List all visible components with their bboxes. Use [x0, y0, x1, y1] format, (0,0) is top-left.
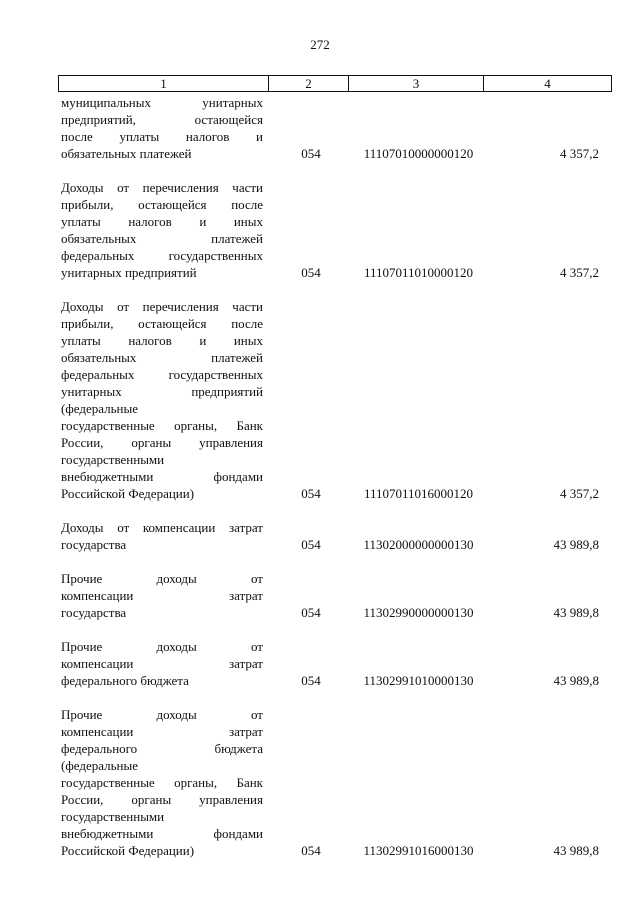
row-name-line: государства: [61, 605, 127, 620]
row-budget-code: 11302000000000130: [363, 537, 474, 552]
table-body: [61, 94, 611, 859]
row-name-line: уплаты налогов и иных: [61, 214, 263, 229]
row-budget-code: 11107010000000120: [363, 146, 474, 161]
row-name-line: федерального бюджета: [61, 673, 189, 688]
row-name-line: государственные органы, Банк: [61, 775, 263, 790]
page-number: 272: [310, 37, 330, 52]
row-amount: 43 989,8: [553, 843, 599, 858]
row-name-line: государственные органы, Банк: [61, 418, 263, 433]
row-name-line: Российской Федерации): [61, 843, 195, 858]
header-col-1: 1: [59, 76, 269, 91]
table-row: [61, 94, 611, 162]
row-budget-code: 11302990000000130: [363, 605, 474, 620]
row-name-line: унитарных предприятий: [61, 265, 197, 280]
row-name-line: внебюджетными фондами: [61, 469, 263, 484]
row-admin-code: 054: [301, 486, 321, 501]
row-amount: 4 357,2: [560, 265, 599, 280]
row-name: [61, 638, 263, 689]
row-budget-code: 11302991010000130: [363, 673, 474, 688]
row-name-line: России, органы управления: [61, 435, 263, 450]
row-name-line: обязательных платежей: [61, 231, 263, 246]
row-name-line: федеральных государственных: [61, 367, 263, 382]
row-amount: 43 989,8: [553, 537, 599, 552]
row-admin-code: 054: [301, 673, 321, 688]
row-name-line: компенсации затрат: [61, 656, 263, 671]
row-name: [61, 179, 263, 281]
row-name-line: компенсации затрат: [61, 724, 263, 739]
row-name-line: прибыли, остающейся после: [61, 316, 263, 331]
row-name: [61, 570, 263, 621]
row-name-line: после уплаты налогов и: [61, 129, 263, 144]
table-row: [61, 706, 611, 859]
row-name-line: муниципальных унитарных: [61, 95, 263, 110]
row-amount: 4 357,2: [560, 146, 599, 161]
table-row: [61, 638, 611, 689]
row-name: [61, 94, 263, 162]
row-name-line: Российской Федерации): [61, 486, 195, 501]
row-name: [61, 706, 263, 859]
row-admin-code: 054: [301, 146, 321, 161]
row-admin-code: 054: [301, 265, 321, 280]
header-col-3: 3: [349, 76, 484, 91]
table-row: [61, 519, 611, 553]
row-name-line: Доходы от перечисления части: [61, 299, 263, 314]
row-name-line: Доходы от компенсации затрат: [61, 520, 263, 535]
row-admin-code: 054: [301, 605, 321, 620]
row-name-line: Прочие доходы от: [61, 571, 263, 586]
row-name-line: государственными: [61, 809, 165, 824]
header-col-2: 2: [269, 76, 349, 91]
row-name-line: Доходы от перечисления части: [61, 180, 263, 195]
row-budget-code: 11107011010000120: [363, 265, 474, 280]
table-row: [61, 570, 611, 621]
row-name-line: Прочие доходы от: [61, 639, 263, 654]
row-admin-code: 054: [301, 537, 321, 552]
row-name-line: (федеральные: [61, 758, 138, 773]
row-name-line: внебюджетными фондами: [61, 826, 263, 841]
row-name-line: обязательных платежей: [61, 350, 263, 365]
row-name-line: (федеральные: [61, 401, 138, 416]
row-name-line: государства: [61, 537, 127, 552]
row-name-line: прибыли, остающейся после: [61, 197, 263, 212]
row-name-line: России, органы управления: [61, 792, 263, 807]
row-amount: 43 989,8: [553, 673, 599, 688]
row-name-line: унитарных предприятий: [61, 384, 263, 399]
row-budget-code: 11107011016000120: [363, 486, 474, 501]
row-amount: 43 989,8: [553, 605, 599, 620]
row-admin-code: 054: [301, 843, 321, 858]
row-name-line: государственными: [61, 452, 165, 467]
table-header: [58, 75, 612, 92]
row-name-line: федеральных государственных: [61, 248, 263, 263]
row-name-line: предприятий, остающейся: [61, 112, 263, 127]
row-name-line: обязательных платежей: [61, 146, 192, 161]
table-row: [61, 179, 611, 281]
row-name: [61, 298, 263, 502]
row-name: [61, 519, 263, 553]
row-name-line: уплаты налогов и иных: [61, 333, 263, 348]
table-row: [61, 298, 611, 502]
row-name-line: федерального бюджета: [61, 741, 263, 756]
row-amount: 4 357,2: [560, 486, 599, 501]
row-name-line: Прочие доходы от: [61, 707, 263, 722]
row-name-line: компенсации затрат: [61, 588, 263, 603]
row-budget-code: 11302991016000130: [363, 843, 474, 858]
header-col-4: 4: [544, 76, 551, 91]
